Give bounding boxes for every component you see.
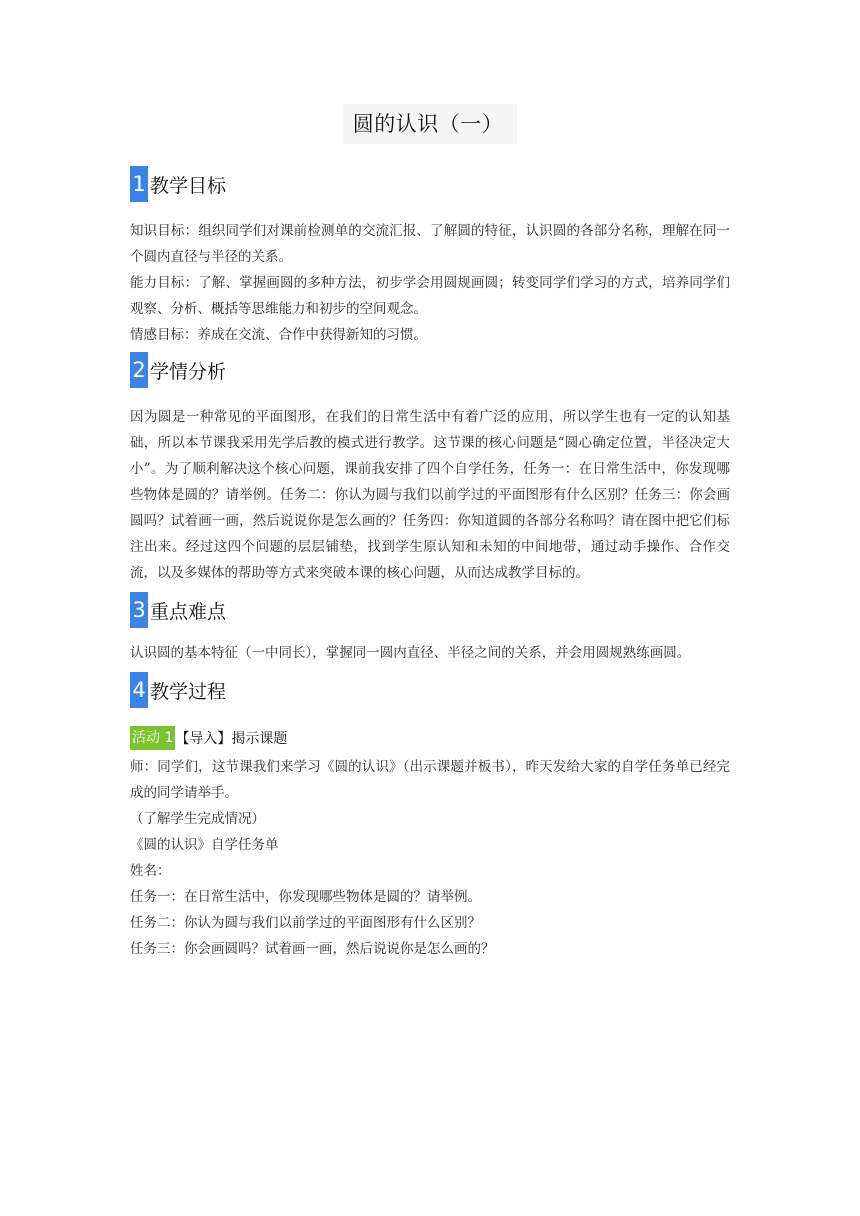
page-title: 圆的认识（一）: [343, 104, 518, 144]
activity-title: 【导入】揭示课题: [175, 731, 288, 747]
student-analysis-paragraph: 因为圆是一种常见的平面图形，在我们的日常生活中有着广泛的应用，所以学生也有一定的认知基础，所以本节课我采用先学后教的模式进行教学。这节课的核心问题是“圆心确定位置，半径决定大小”。为了顺利解决这个核心问题，课前我安排了四个自学任务，任务一：在日常生活中，你发现哪些物体是圆的？请举例。任务二：你认为圆与我们以前学过的平面图形有什么区别？任务三：你会画圆吗？试着画一画，然后说说你是怎么画的？任务四：你知道圆的各部分名称吗？请在图中把它们标注出来。经过这四个问题的层层铺垫，找到学生原认知和未知的中间地带，通过动手操作、合作交流，以及多媒体的帮助等方式来突破本课的核心问题，从而达成教学目标的。: [130, 409, 730, 581]
task-sheet-title: 《圆的认识》自学任务单: [130, 837, 279, 853]
goal-emotion: 情感目标：养成在交流、合作中获得新知的习惯。: [130, 327, 427, 343]
section-heading-teaching-goals: [130, 166, 730, 202]
task-two: 任务二：你认为圆与我们以前学过的平面图形有什么区别？: [130, 915, 481, 931]
name-field-label: 姓名：: [130, 863, 171, 879]
section-heading-student-analysis: [130, 352, 730, 388]
task-three: 任务三：你会画圆吗？试着画一画，然后说说你是怎么画的？: [130, 941, 495, 957]
goal-knowledge: 知识目标：组织同学们对课前检测单的交流汇报、了解圆的特征，认识圆的各部分名称，理解在同一个圆内直径与半径的关系。: [130, 223, 730, 265]
process-note: （了解学生完成情况）: [130, 811, 265, 827]
task-one: 任务一：在日常生活中，你发现哪些物体是圆的？请举例。: [130, 889, 481, 905]
section-title: 学情分析: [150, 360, 227, 383]
activity-heading: [130, 726, 730, 750]
goal-ability: 能力目标：了解、掌握画圆的多种方法，初步学会用圆规画圆；转变同学们学习的方式，培养同学们观察、分析、概括等思维能力和初步的空间观念。: [130, 275, 730, 317]
section-title: 教学目标: [150, 174, 227, 197]
key-points-paragraph: 认识圆的基本特征（一中同长），掌握同一圆内直径、半径之间的关系，并会用圆规熟练画圆。: [130, 645, 691, 661]
section-title: 重点难点: [150, 600, 227, 623]
section-number-badge: 1: [130, 166, 148, 202]
section-title: 教学过程: [150, 680, 227, 703]
teacher-line: 师：同学们，这节课我们来学习《圆的认识》（出示课题并板书），昨天发给大家的自学任务单已经完成的同学请举手。: [130, 759, 730, 801]
title-container: [0, 104, 860, 144]
section-number-badge: 3: [130, 592, 148, 628]
document-body: [130, 166, 730, 962]
section-number-badge: 2: [130, 352, 148, 388]
section-heading-key-points: [130, 592, 730, 628]
section-number-badge: 4: [130, 672, 148, 708]
activity-badge: 活动 1: [130, 726, 175, 750]
section-heading-teaching-process: [130, 672, 730, 708]
